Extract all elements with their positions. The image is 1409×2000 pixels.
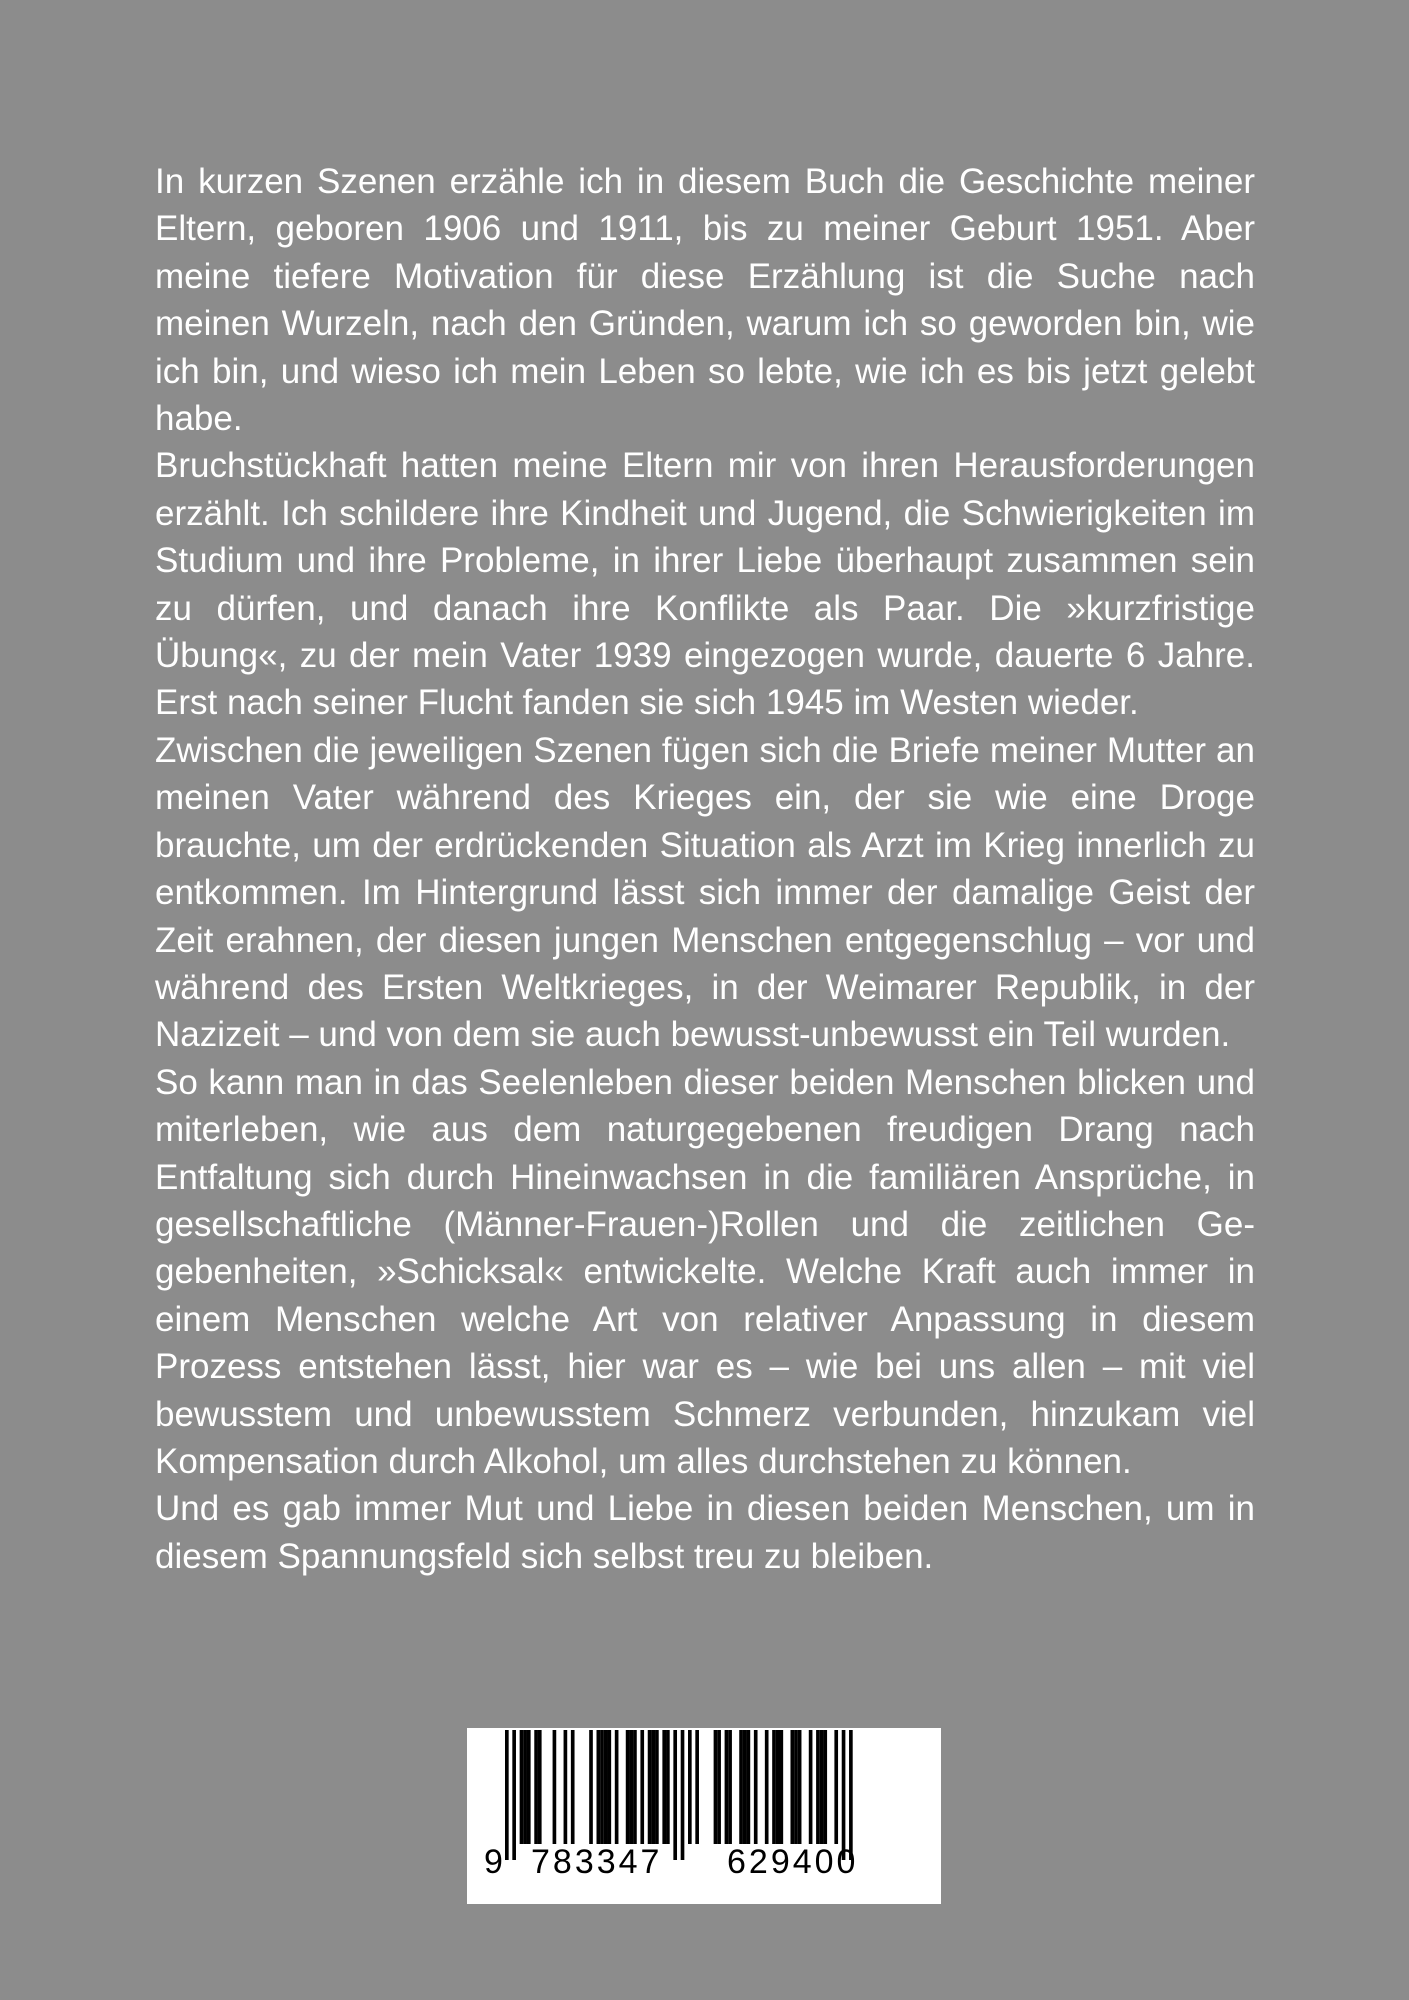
barcode-bar bbox=[816, 1730, 820, 1844]
barcode-bar bbox=[651, 1730, 655, 1844]
barcode-bar bbox=[772, 1730, 776, 1844]
barcode-bar bbox=[780, 1730, 784, 1844]
barcode-bar bbox=[571, 1730, 575, 1844]
barcode-bar bbox=[648, 1730, 652, 1844]
barcode-bar bbox=[607, 1730, 611, 1844]
barcode-bar bbox=[717, 1730, 721, 1844]
barcode-bar bbox=[666, 1730, 670, 1844]
barcode-bar bbox=[747, 1730, 751, 1844]
barcode-bar bbox=[834, 1730, 838, 1844]
blurb-text bbox=[155, 158, 1255, 1580]
barcode-bar bbox=[564, 1730, 568, 1844]
barcode-bar bbox=[739, 1730, 743, 1844]
barcode-guard-bar bbox=[512, 1730, 516, 1860]
barcode-bar bbox=[534, 1730, 538, 1844]
barcode-bar bbox=[604, 1730, 608, 1844]
barcode-bar bbox=[597, 1730, 601, 1844]
barcode-bar bbox=[600, 1730, 604, 1844]
barcode-bar bbox=[823, 1730, 827, 1844]
barcode-bar bbox=[790, 1730, 794, 1844]
barcode-bar bbox=[523, 1730, 527, 1844]
barcode-bar bbox=[633, 1730, 637, 1844]
blurb-paragraph-1: In kurzen Szenen erzähle ich in diesem Buch die Geschichte meiner Eltern, geboren 1906 und 1911, bis zu meiner Geburt 1951. Aber meine tiefere Motivation für diese Erzählung ist die Suche nach meinen Wurzeln, nach den Gründen, warum ich so geworden bin, wie ich bin, und wieso ich mein Leben so lebte, wie ich es bis jetzt gelebt habe. bbox=[155, 162, 1255, 439]
barcode-guard-bar bbox=[842, 1730, 846, 1860]
barcode-bar bbox=[688, 1730, 692, 1844]
barcode-bar bbox=[728, 1730, 732, 1844]
barcode-bar bbox=[662, 1730, 666, 1844]
barcode-bar bbox=[626, 1730, 630, 1844]
barcode-bar bbox=[820, 1730, 824, 1844]
barcode-guard-bar bbox=[681, 1730, 685, 1860]
barcode-bar bbox=[640, 1730, 644, 1844]
barcode-bar bbox=[538, 1730, 542, 1844]
barcode-bar bbox=[798, 1730, 802, 1844]
blurb-paragraph-4: So kann man in das Seelenleben dieser beiden Menschen blicken und miterleben, wie aus dem naturgegebenen freudigen Drang nach Entfaltung sich durch Hineinwachsen in die familiären Ansprüche, in gesellschaftliche (Männer-Frauen-)Rollen und die zeitlichen Gegebenheiten, »Schicksal« entwickelte. Welche Kraft auch immer in einem Menschen welche Art von relativer Anpassung in diesem Prozess entstehen lässt, hier war es – wie bei uns allen – mit viel bewusstem und unbewusstem Schmerz verbunden, hinzukam viel Kompensation durch Alkohol, um alles durchstehen zu können. bbox=[155, 1062, 1255, 1481]
barcode-bar bbox=[520, 1730, 524, 1844]
barcode-bar bbox=[809, 1730, 813, 1844]
barcode-bar bbox=[714, 1730, 718, 1844]
blurb-paragraph-3: Zwischen die jeweiligen Szenen fügen sich die Briefe meiner Mutter an meinen Vater während des Krieges ein, der sie wie eine Droge brauchte, um der erdrückenden Situation als Arzt im Krieg innerlich zu entkommen. Im Hintergrund lässt sich immer der damalige Geist der Zeit erahnen, der diesen jungen Menschen entgegenschlug – vor und während des Ersten Weltkrieges, in der Weimarer Republik, in der Nazizeit – und von dem sie auch bewusst-unbewusst ein Teil wurden. bbox=[155, 730, 1255, 1055]
barcode-guard-bar bbox=[673, 1730, 677, 1860]
barcode-left-digits: 783347 bbox=[531, 1843, 663, 1881]
blurb-paragraph-5: Und es gab immer Mut und Liebe in diesen beiden Menschen, um in diesem Spannungsfeld sich selbst treu zu bleiben. bbox=[155, 1489, 1255, 1576]
barcode-guard-bar bbox=[849, 1730, 853, 1860]
barcode-bar bbox=[754, 1730, 758, 1844]
blurb-paragraph-2: Bruchstückhaft hatten meine Eltern mir von ihren Herausforderungen erzählt. Ich schildere ihre Kindheit und Jugend, die Schwierigkeiten im Studium und ihre Probleme, in ihrer Liebe überhaupt zusammen sein zu dürfen, und danach ihre Konflikte als Paar. Die »kurzfristige Übung«, zu der mein Vater 1939 eingezogen wurde, dauerte 6 Jahre. Erst nach seiner Flucht fanden sie sich 1945 im Westen wieder. bbox=[155, 446, 1255, 723]
barcode-bar bbox=[794, 1730, 798, 1844]
barcode-bar bbox=[695, 1730, 699, 1844]
barcode-bar bbox=[553, 1730, 557, 1844]
barcode-bar bbox=[589, 1730, 593, 1844]
barcode-bar bbox=[743, 1730, 747, 1844]
barcode-right-digits: 629400 bbox=[727, 1843, 859, 1881]
barcode-bar bbox=[776, 1730, 780, 1844]
barcode-bar bbox=[615, 1730, 619, 1844]
barcode-bar bbox=[655, 1730, 659, 1844]
isbn-barcode bbox=[467, 1728, 941, 1904]
barcode-bar bbox=[725, 1730, 729, 1844]
barcode-first-digit: 9 bbox=[484, 1843, 503, 1881]
barcode-guard-bar bbox=[505, 1730, 509, 1860]
barcode-bar bbox=[527, 1730, 531, 1844]
barcode-bar bbox=[765, 1730, 769, 1844]
barcode-bar bbox=[629, 1730, 633, 1844]
